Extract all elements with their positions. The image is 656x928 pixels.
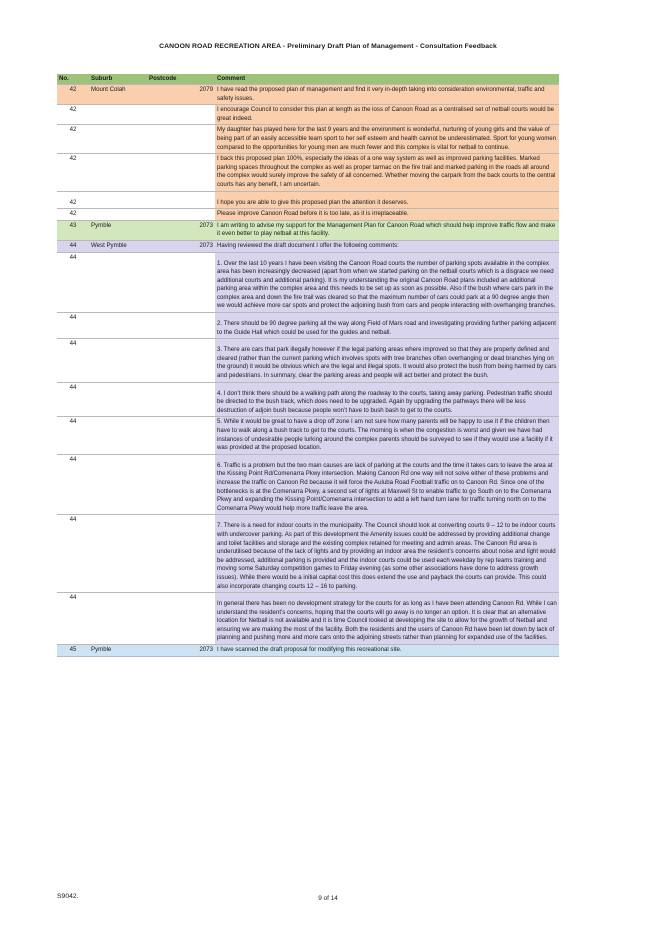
row-no: 44 <box>57 382 89 417</box>
table-row <box>57 125 559 154</box>
table-row <box>57 191 559 209</box>
page-title: CANOON ROAD RECREATION AREA - Preliminary Draft Plan of Management - Consultation Feedback <box>159 43 497 50</box>
row-suburb <box>89 339 147 382</box>
table-row <box>57 220 559 240</box>
table-row <box>57 645 559 657</box>
row-suburb <box>89 252 147 313</box>
table-header-row <box>57 74 559 85</box>
row-comment: 6. Traffic is a problem but the two main causes are lack of parking at the courts and the time it takes cars to leave the area at the Kissing Point Rd/Comenarra Pkwy intersection. Making Canoon Rd one way will not solve either of these problems and increase the traffic on Canoon Rd because it will force the Auluba Road Football traffic on to Canoon Rd. Since one of the bottlenecks is at the Comenarra Pkwy, a second set of lights at Maxwell St to enable traffic to go South on to the Comenarra Pkwy and expanding the Kissing Point/Comenarra intersection to add a left hand turn lane for traffic turning north on to the Comenarra Pkwy would help more traffic leave the area. <box>215 454 559 515</box>
row-no: 45 <box>57 645 89 657</box>
row-comment: 7. There is a need for indoor courts in the municipality. The Council should look at converting courts 9 – 12 to be indoor courts with undercover parking. As part of this development the Amenity issues could be addressed by providing additional change and toilet facilities and storage and the existing complex retained for meeting and admin areas. The Canoon Rd area is underutilised because of the lack of lights and by providing an indoor area the resident’s concerns about noise and light would be addressed, additional parking is provided and the indoor courts could be used each weekday by rep teams training and moving some Saturday competition games to Friday evening (as some other associations have done to address growth issues). While there would be a initial capital cost this does extend the use and payback the courts can provide. This could also incorporate changing courts 12 – 16 to parking. <box>215 515 559 593</box>
row-comment: 1. Over the last 10 years I have been visiting the Canoon Road courts the number of parking spots available in the complex area has been increasingly decreased (apart from when we started parking on the netball courts which is a disgrace we need additional courts and additional parking). It is my understanding the original Canoon Road plans included an additional parking area within the complex area and this needs to be set up as soon as possible. Also if the bush where cars park in the complex area and down the fire trail was cleared so that the maximum number of cars could park at a 90 degree angle then we would achieve more car spots and protect the adjoining bush from cars and people interacting with overhanging branches. <box>215 252 559 313</box>
document-id: S9042. <box>57 893 79 900</box>
row-no: 44 <box>57 454 89 515</box>
row-comment: 4. I don’t think there should be a walking path along the roadway to the courts, taking away parking. Pedestrian traffic should be directed to the bush track, which does need to be upgraded. Again by upgrading the pathways there will be less destruction of adjoin bush because people won’t have to bush bash to get to the courts. <box>215 382 559 417</box>
row-comment: 2. There should be 90 degree parking all the way along Field of Mars road and investigating providing further parking adjacent to the Guide Hall which could be used for the guides and netball. <box>215 313 559 339</box>
row-suburb <box>89 191 147 209</box>
table-row <box>57 339 559 382</box>
table-row <box>57 154 559 191</box>
table-row <box>57 382 559 417</box>
table-row <box>57 454 559 515</box>
row-comment: My daughter has played here for the last 9 years and the environment is wonderful, nurturing of young girls and the value of being part of an easily accessible team sport to her self esteem and health cannot be underestimated. Sport for young women compared to the opportunities for young men are much fewer and this complex is vital for netball to continue. <box>215 125 559 154</box>
row-comment: I back this proposed plan 100%, especially the ideas of a one way system as well as improved parking facilities. Marked parking spaces throughout the complex as well as proper tarmac on the fire trail and marked parking in the roads all around the complex would surely improve the safety of all concerned. Whether moving the carpark from the back courts to the central courts has any benefit, I am uncertain. <box>215 154 559 191</box>
row-postcode <box>147 382 215 417</box>
header-suburb: Suburb <box>89 74 147 85</box>
table-row <box>57 209 559 221</box>
row-suburb <box>89 209 147 221</box>
row-comment: 3. There are cars that park illegally however if the legal parking areas where improved so that they are properly defined and cleared (rather than the current parking which involves spots with tree branches often overhanging or dead branches lying on the ground) it would be obvious which are the legal and illegal spots. It would also protect the bush from being harmed by cars and pedestrians. In summary, clear the parking areas and people will act better and protect the bush. <box>215 339 559 382</box>
row-postcode <box>147 125 215 154</box>
row-postcode <box>147 339 215 382</box>
row-postcode <box>147 105 215 125</box>
table-row <box>57 105 559 125</box>
row-suburb: West Pymble <box>89 240 147 252</box>
row-postcode <box>147 593 215 645</box>
row-postcode: 2073 <box>147 220 215 240</box>
header-no: No. <box>57 74 89 85</box>
row-suburb <box>89 382 147 417</box>
row-comment: I have scanned the draft proposal for modifying this recreational site. <box>215 645 559 657</box>
row-postcode <box>147 209 215 221</box>
page-number: 9 of 14 <box>318 895 338 902</box>
row-no: 42 <box>57 154 89 191</box>
table-row <box>57 240 559 252</box>
row-no: 44 <box>57 593 89 645</box>
row-postcode <box>147 252 215 313</box>
row-postcode <box>147 154 215 191</box>
row-comment: I encourage Council to consider this plan at length as the loss of Canoon Road as a centralised set of netball courts would be great indeed. <box>215 105 559 125</box>
row-no: 42 <box>57 105 89 125</box>
table-row <box>57 515 559 593</box>
row-no: 42 <box>57 125 89 154</box>
row-comment: Having reviewed the draft document I offer the following comments: <box>215 240 559 252</box>
table-row <box>57 252 559 313</box>
row-postcode: 2079 <box>147 85 215 105</box>
row-postcode <box>147 417 215 454</box>
row-no: 44 <box>57 240 89 252</box>
row-no: 44 <box>57 515 89 593</box>
row-no: 42 <box>57 85 89 105</box>
row-no: 44 <box>57 313 89 339</box>
row-suburb <box>89 125 147 154</box>
row-comment: I hope you are able to give this proposed plan the attention it deserves. <box>215 191 559 209</box>
header-comment: Comment <box>215 74 559 85</box>
row-postcode: 2073 <box>147 645 215 657</box>
row-suburb <box>89 417 147 454</box>
row-comment: 5. While it would be great to have a drop off zone I am not sure how many parents will be happy to use it if the children then have to walk along a bush track to get to the courts. The morning is when the congestion is worst and given we have had instances of undesirable people lurking around the complex parents should be surveyed to see if they would use a facility if it was provided at the proposed location. <box>215 417 559 454</box>
row-suburb <box>89 105 147 125</box>
row-comment: Please improve Canoon Road before it is too late, as it is irreplaceable. <box>215 209 559 221</box>
row-suburb <box>89 593 147 645</box>
table-row <box>57 313 559 339</box>
row-no: 43 <box>57 220 89 240</box>
row-suburb <box>89 515 147 593</box>
table-row <box>57 85 559 105</box>
row-suburb <box>89 154 147 191</box>
row-no: 44 <box>57 339 89 382</box>
row-no: 42 <box>57 191 89 209</box>
row-suburb <box>89 454 147 515</box>
row-postcode <box>147 313 215 339</box>
row-suburb: Pymble <box>89 220 147 240</box>
row-suburb <box>89 313 147 339</box>
row-no: 42 <box>57 209 89 221</box>
row-no: 44 <box>57 417 89 454</box>
row-comment: I have read the proposed plan of management and find it very in-depth taking into consideration environmental, traffic and safety issues. <box>215 85 559 105</box>
row-suburb: Pymble <box>89 645 147 657</box>
table-row <box>57 417 559 454</box>
row-postcode <box>147 515 215 593</box>
row-postcode: 2073 <box>147 240 215 252</box>
feedback-table <box>57 74 559 657</box>
row-postcode <box>147 454 215 515</box>
table-row <box>57 593 559 645</box>
row-suburb: Mount Colah <box>89 85 147 105</box>
row-no: 44 <box>57 252 89 313</box>
row-postcode <box>147 191 215 209</box>
row-comment: In general there has been no development strategy for the courts for as long as I have been attending Canoon Rd. While I can understand the resident’s concerns, hoping that the courts will go away is no longer an option. It is clear that an alternative location for Netball is not available and it is time Council looked at developing the site to allow for the growth of Netball and ensuring we are making the most of the facility. Both the residents and the users of Canoon Rd have been let down by lack of planning and pushing more and more cars onto the adjoining streets rather than planning for expanded use of the facilities. <box>215 593 559 645</box>
header-postcode: Postcode <box>147 74 215 85</box>
row-comment: I am writing to advise my support for the Management Plan for Canoon Road which should help improve traffic flow and make it even better to play netball at this facility. <box>215 220 559 240</box>
